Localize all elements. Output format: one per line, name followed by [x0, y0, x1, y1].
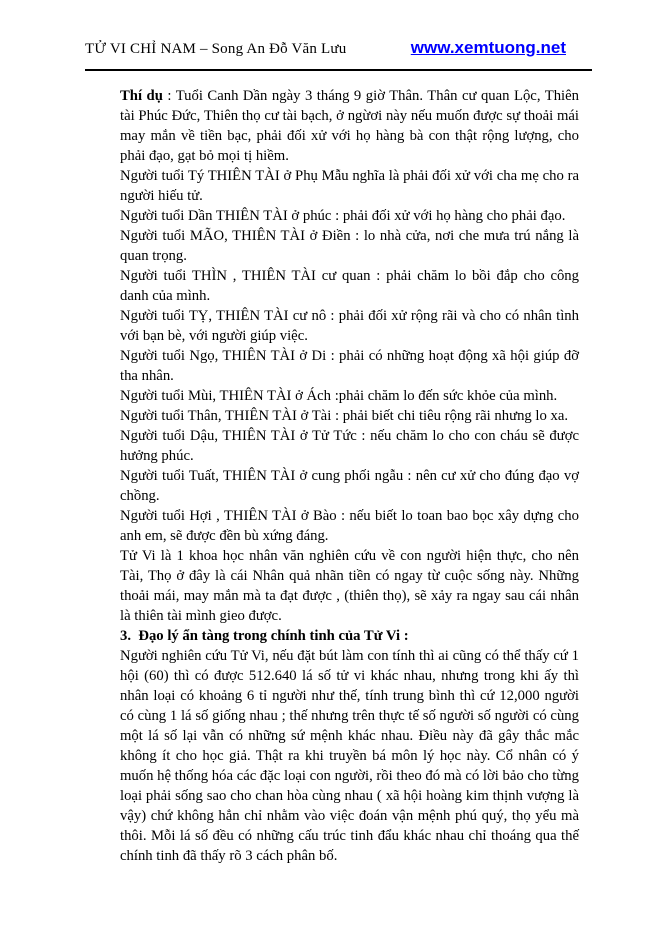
paragraph: Thí dụ : Tuổi Canh Dần ngày 3 tháng 9 giờ Thân. Thân cư quan Lộc, Thiên tài Phúc Đức, Thiên thọ cư tài bạch, ở ngừơi này nếu muốn được sự thoải mái may mắn về tiền bạc, phải đối xử với họ hàng bà con thật rộng lượng, cho phải đạo, gạt bỏ mọi tị hiềm.: [120, 88, 579, 164]
document-header: [85, 38, 592, 58]
paragraph: Người tuổi Hợi , THIÊN TÀI ở Bào : nếu biết lo toan bao bọc xây dựng cho anh em, sẽ được đền bù xứng đáng.: [120, 508, 579, 544]
paragraph: Người tuổi Mùi, THIÊN TÀI ở Ách :phải chăm lo đến sức khỏe của mình.: [120, 388, 558, 404]
section-heading: 3. Đạo lý ẩn tàng trong chính tinh của Tử Vi :: [120, 628, 409, 644]
paragraph: Người tuổi Tý THIÊN TÀI ở Phụ Mẫu nghĩa là phải đối xử với cha mẹ cho ra người hiếu tử.: [120, 168, 579, 204]
website-link[interactable]: www.xemtuong.net: [410, 38, 566, 57]
paragraph: Người tuổi MÃO, THIÊN TÀI ở Điền : lo nhà cửa, nơi che mưa trú nắng là quan trọng.: [120, 228, 579, 264]
paragraph: Người nghiên cứu Tử Vi, nếu đặt bút làm con tính thì ai cũng có thể thấy cứ 1 hội (60) thì có được 512.640 lá số tử vi khác nhau, nhưng trong khi ấy thì nhân loại có khoảng 6 tỉ người như thế, tính trung bình thì cứ 12,000 người có cùng 1 lá số giống nhau ; thế nhưng trên thực tế số người số người có cùng một lá số lại vẫn có những sứ mệnh khác nhau. Điều này đã gây thắc mắc không ít cho học giả. Thật ra khi truyền bá môn lý học này. Cổ nhân có ý muốn hệ thống hóa các đặc loại con người, rồi theo đó mà có lời bảo cho từng loại phải sống sao cho chan hòa cùng nhau ( xã hội hoàng kim thịnh vượng là vậy) chứ không hẳn chỉ nhằm vào việc đoán vận mệnh phú quý, thọ yểu mà thôi. Mỗi lá số đều có những cấu trúc tinh đẩu khác nhau chỉ thoáng qua thế chính tinh đã thấy rõ 3 cách phân bố.: [120, 648, 579, 864]
document-title: TỬ VI CHỈ NAM – Song An Đỗ Văn Lưu: [85, 41, 347, 57]
paragraph: Người tuổi Dần THIÊN TÀI ở phúc : phải đối xử với họ hàng cho phải đạo.: [120, 208, 566, 224]
paragraph-lead: Thí dụ: [120, 88, 163, 104]
paragraph: Người tuổi THÌN , THIÊN TÀI cư quan : phải chăm lo bồi đắp cho công danh của mình.: [120, 268, 579, 304]
paragraph: Tử Vi là 1 khoa học nhân văn nghiên cứu về con người hiện thực, cho nên Tài, Thọ ở đây là cái Nhân quả nhãn tiền có ngay từ cuộc sống này. Những thoải mái, may mắn mà ta đạt được , (thiên thọ), sẽ xảy ra ngay sau cái nhân là thiên tài mình gieo được.: [120, 548, 579, 624]
paragraph: Người tuổi Dậu, THIÊN TÀI ở Tử Tức : nếu chăm lo cho con cháu sẽ được hưởng phúc.: [120, 428, 579, 464]
paragraph: Người tuổi Ngọ, THIÊN TÀI ở Di : phải có những hoạt động xã hội giúp đỡ tha nhân.: [120, 348, 579, 384]
document-body: [120, 86, 579, 866]
paragraph: Người tuổi Tuất, THIÊN TÀI ở cung phối ngẫu : nên cư xử cho đúng đạo vợ chồng.: [120, 468, 579, 504]
paragraph: Người tuổi TỴ, THIÊN TÀI cư nô : phải đối xử rộng rãi và cho có nhân tình với bạn bè, với người giúp việc.: [120, 308, 579, 344]
paragraph: Người tuổi Thân, THIÊN TÀI ở Tài : phải biết chi tiêu rộng rãi nhưng lo xa.: [120, 408, 569, 424]
header-divider: [85, 69, 592, 71]
